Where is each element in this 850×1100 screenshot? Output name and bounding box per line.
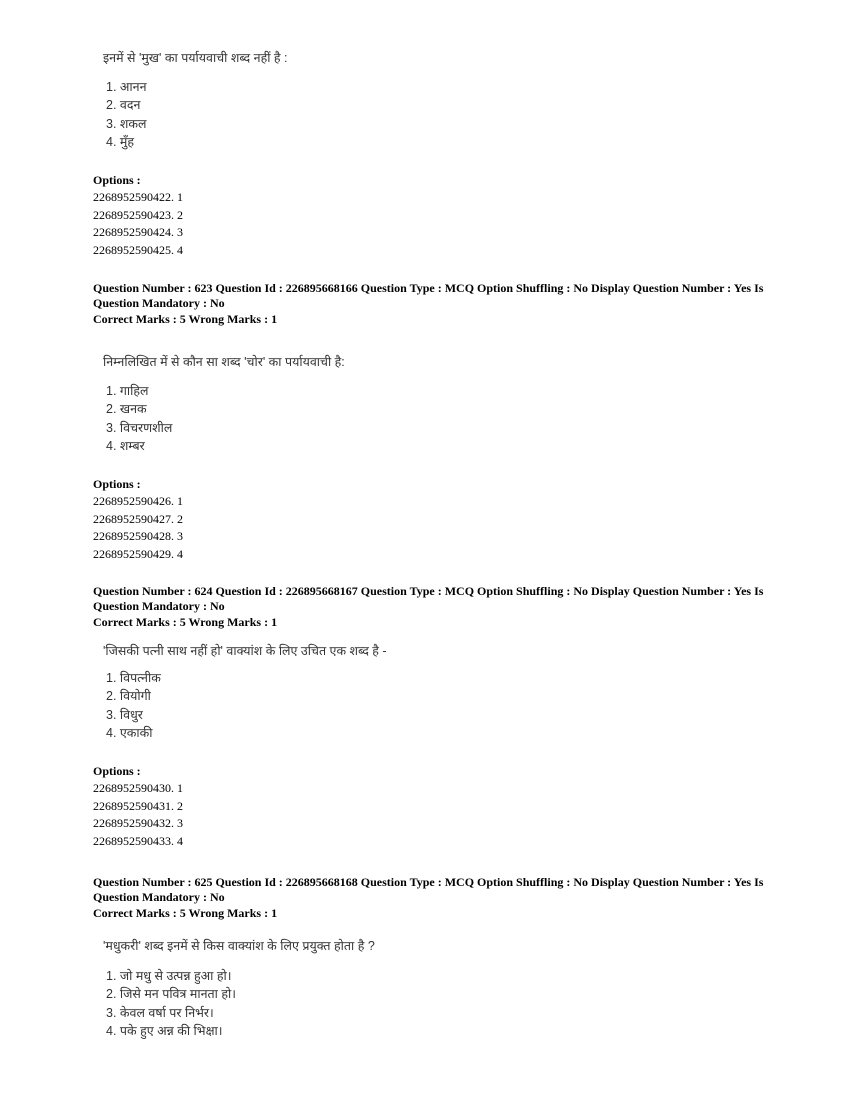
option-id: 2268952590426. 1 [93,494,183,509]
answer-choice: 3. विचरणशील [106,420,173,435]
option-id: 2268952590429. 4 [93,546,183,561]
answer-choices [106,669,773,742]
question-block [93,49,773,260]
question-mandatory: Question Mandatory : No [93,599,225,613]
marks-info: Correct Marks : 5 Wrong Marks : 1 [93,312,278,326]
option-id: 2268952590432. 3 [93,816,183,831]
answer-choice: 4. पके हुए अन्न की भिक्षा। [106,1023,223,1038]
answer-choice: 2. खनक [106,402,147,417]
option-id: 2268952590424. 3 [93,225,183,240]
answer-choice: 3. केवल वर्षा पर निर्भर। [106,1005,214,1020]
question-block [93,875,773,1040]
question-text: निम्नलिखित में से कौन सा शब्द 'चोर' का पर्यायवाची है: [103,355,345,369]
answer-choices [106,967,773,1040]
option-id: 2268952590422. 1 [93,190,183,205]
answer-choice: 3. विधुर [106,707,143,722]
question-text: 'मधुकरी' शब्द इनमें से किस वाक्यांश के लिए प्रयुक्त होता है ? [103,939,375,953]
question-header [93,875,773,921]
answer-choice: 2. जिसे मन पवित्र मानता हो। [106,987,236,1002]
option-id: 2268952590431. 2 [93,798,183,813]
question-meta: Question Number : 624 Question Id : 226895668167 Question Type : MCQ Option Shuffling : No Display Question Number : Yes Is [93,584,764,598]
question-meta: Question Number : 625 Question Id : 226895668168 Question Type : MCQ Option Shuffling : No Display Question Number : Yes Is [93,875,764,889]
question-meta: Question Number : 623 Question Id : 226895668166 Question Type : MCQ Option Shuffling : No Display Question Number : Yes Is [93,281,764,295]
options-label: Options : [93,477,141,492]
question-block [93,584,773,851]
answer-choice: 4. मुँह [106,134,135,149]
answer-choice: 4. एकाकी [106,725,153,740]
question-header [93,584,773,630]
answer-choice: 1. आनन [106,80,147,94]
option-id: 2268952590425. 4 [93,242,183,257]
question-text: इनमें से 'मुख' का पर्यायवाची शब्द नहीं है : [103,51,288,65]
answer-choice: 2. वियोगी [106,689,151,704]
options-label: Options : [93,764,141,779]
answer-choice: 2. वदन [106,98,141,113]
question-mandatory: Question Mandatory : No [93,890,225,904]
answer-choice: 3. शकल [106,116,147,131]
answer-choice: 1. गाहिल [106,384,149,398]
option-id: 2268952590428. 3 [93,529,183,544]
question-text: 'जिसकी पत्नी साथ नहीं हो' वाक्यांश के लिए उचित एक शब्द है - [103,644,387,658]
answer-choice: 1. विपत्नीक [106,671,161,685]
options-label: Options : [93,173,141,188]
option-id: 2268952590423. 2 [93,207,183,222]
answer-choices [106,382,773,455]
marks-info: Correct Marks : 5 Wrong Marks : 1 [93,906,278,920]
question-header [93,281,773,327]
option-id: 2268952590433. 4 [93,833,183,848]
answer-choices [106,78,773,151]
answer-choice: 1. जो मधु से उत्पन्न हुआ हो। [106,969,232,983]
marks-info: Correct Marks : 5 Wrong Marks : 1 [93,615,278,629]
option-id: 2268952590430. 1 [93,781,183,796]
option-id: 2268952590427. 2 [93,511,183,526]
answer-choice: 4. शम्बर [106,438,145,453]
question-block [93,281,773,564]
question-mandatory: Question Mandatory : No [93,296,225,310]
